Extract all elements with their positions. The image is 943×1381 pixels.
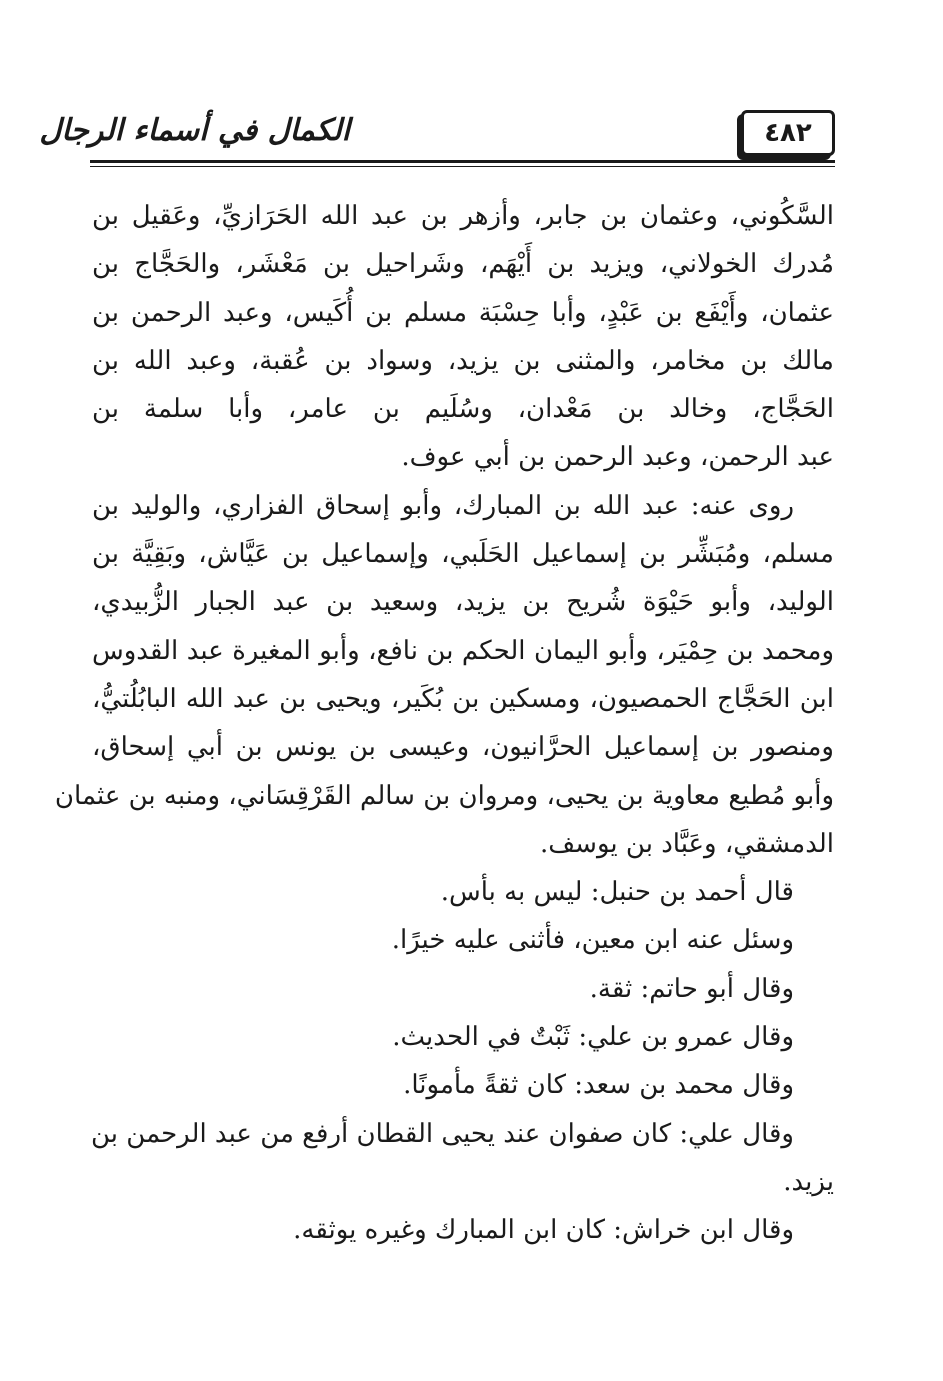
text-line: وقال محمد بن سعد: كان ثقةً مأمونًا. xyxy=(403,1070,794,1101)
text-line: الوليد، وأبو حَيْوَة شُريح بن يزيد، وسعيد بن عبد الجبار الزُّبيدي، xyxy=(92,587,834,618)
text-line: روى عنه: عبد الله بن المبارك، وأبو إسحاق الفزاري، والوليد بن xyxy=(92,490,794,521)
paragraph xyxy=(92,916,834,964)
text-line: وقال علي: كان صفوان عند يحيى القطان أرفع من عبد الرحمن بن xyxy=(90,1118,794,1149)
text-line: عبد الرحمن، وعبد الرحمن بن أبي عوف. xyxy=(401,442,834,473)
text-line: وقال عمرو بن علي: ثَبْتٌ في الحديث. xyxy=(392,1022,794,1053)
text-line: وسئل عنه ابن معين، فأثنى عليه خيرًا. xyxy=(391,925,794,956)
header-rule-thin xyxy=(90,166,835,167)
text-line: مُدرك الخولاني، ويزيد بن أَيْهَم، وشَراحيل بن مَعْشَر، والحَجَّاج بن xyxy=(92,249,834,280)
text-line: ابن الحَجَّاج الحمصيون، ومسكين بن بُكَير، ويحيى بن عبد الله البابُلُتيُّ، xyxy=(92,683,834,714)
paragraph xyxy=(92,192,834,482)
running-title: الكمال في أسماء الرجال xyxy=(39,113,350,148)
text-line: ومحمد بن حِمْيَر، وأبو اليمان الحكم بن نافع، وأبو المغيرة عبد القدوس xyxy=(92,635,834,666)
text-line: السَّكُوني، وعثمان بن جابر، وأزهر بن عبد الله الحَرَازيِّ، وعَقيل بن xyxy=(92,201,835,231)
paragraph xyxy=(92,1061,834,1109)
paragraph xyxy=(92,868,834,916)
text-line: عثمان، وأَيْفَع بن عَبْدٍ، وأبا حِسْبَة مسلم بن أُكَيس، وعبد الرحمن بن xyxy=(92,297,834,328)
paragraph xyxy=(92,965,834,1013)
text-line: يزيد. xyxy=(783,1166,834,1197)
text-line: الدمشقي، وعَبَّاد بن يوسف. xyxy=(540,828,834,859)
paragraph xyxy=(92,1110,834,1207)
text-line: مسلم، ومُبَشِّر بن إسماعيل الحَلَبي، وإسماعيل بن عَيَّاش، وبَقِيَّة بن xyxy=(92,539,834,570)
page-number: ٤٨٢ xyxy=(741,110,835,156)
text-line: الحَجَّاج، وخالد بن مَعْدان، وسُلَيم بن عامر، وأبا سلمة بن xyxy=(92,394,834,425)
text-line: وقال ابن خراش: كان ابن المبارك وغيره يوثقه. xyxy=(293,1215,794,1246)
text-line: قال أحمد بن حنبل: ليس به بأس. xyxy=(440,877,794,908)
page-header xyxy=(39,100,835,170)
paragraph xyxy=(92,1206,834,1254)
body-text xyxy=(54,192,835,1255)
paragraph xyxy=(92,1013,834,1061)
paragraph xyxy=(54,482,834,868)
text-line: ومنصور بن إسماعيل الحرَّانيون، وعيسى بن يونس بن أبي إسحاق، xyxy=(92,732,834,763)
text-line: وقال أبو حاتم: ثقة. xyxy=(589,973,794,1004)
text-line: مالك بن مخامر، والمثنى بن يزيد، وسواد بن عُقبة، وعبد الله بن xyxy=(92,345,834,376)
text-line: وأبو مُطيع معاوية بن يحيى، ومروان بن سالم القَرْقِسَاني، ومنبه بن عثمان xyxy=(54,780,834,811)
header-rule xyxy=(90,160,835,163)
